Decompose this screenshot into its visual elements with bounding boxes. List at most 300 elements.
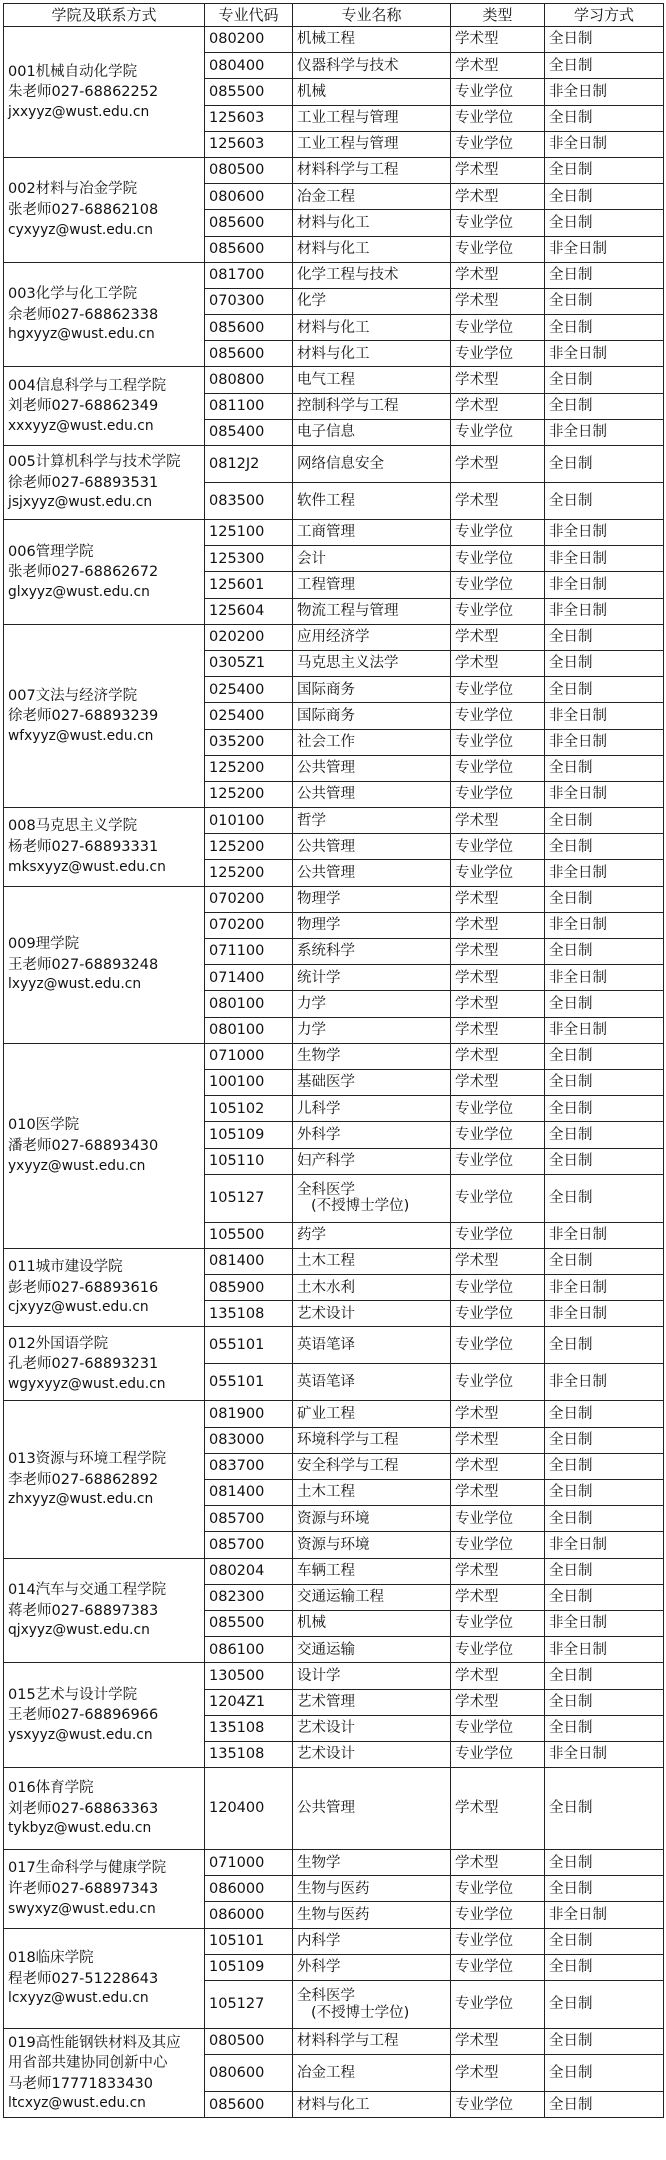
program-name: 英语笔译 bbox=[293, 1327, 451, 1364]
program-code: 080400 bbox=[205, 53, 293, 79]
college-cell bbox=[4, 520, 205, 625]
program-type: 专业学位 bbox=[451, 703, 545, 729]
study-mode: 全日制 bbox=[545, 755, 664, 781]
program-name: 儿科学 bbox=[293, 1096, 451, 1122]
college-contact: 余老师027-68862338 bbox=[8, 306, 159, 323]
college-cell bbox=[4, 1850, 205, 1929]
program-name: 公共管理 bbox=[293, 860, 451, 886]
program-name: 工业工程与管理 bbox=[293, 131, 451, 157]
study-mode: 全日制 bbox=[545, 939, 664, 965]
study-mode: 全日制 bbox=[545, 834, 664, 860]
table-row bbox=[4, 1327, 664, 1364]
program-name: 力学 bbox=[293, 1017, 451, 1043]
table-row bbox=[4, 808, 664, 834]
program-code: 125604 bbox=[205, 598, 293, 624]
program-table bbox=[3, 3, 663, 2118]
study-mode: 全日制 bbox=[545, 367, 664, 393]
program-name: 土木工程 bbox=[293, 1480, 451, 1506]
program-type: 专业学位 bbox=[451, 860, 545, 886]
program-type: 专业学位 bbox=[451, 1148, 545, 1174]
college-contact: 用省部共建协同创新中心 bbox=[8, 2055, 168, 2072]
college-cell bbox=[4, 1327, 205, 1401]
program-code: 020200 bbox=[205, 624, 293, 650]
program-type: 专业学位 bbox=[451, 1096, 545, 1122]
program-name: 机械工程 bbox=[293, 27, 451, 53]
program-name: 资源与环境 bbox=[293, 1532, 451, 1558]
program-type: 专业学位 bbox=[451, 1902, 545, 1928]
college-email: jxxyyz@wust.edu.cn bbox=[8, 103, 150, 120]
study-mode: 非全日制 bbox=[545, 860, 664, 886]
program-code: 100100 bbox=[205, 1069, 293, 1095]
program-code: 0305Z1 bbox=[205, 650, 293, 676]
college-cell bbox=[4, 1043, 205, 1248]
study-mode: 全日制 bbox=[545, 1480, 664, 1506]
program-name-note: (不授博士学位) bbox=[311, 1198, 410, 1215]
study-mode: 全日制 bbox=[545, 27, 664, 53]
program-code: 105500 bbox=[205, 1222, 293, 1248]
college-name: 012外国语学院 bbox=[8, 1335, 109, 1352]
program-type: 学术型 bbox=[451, 483, 545, 520]
college-email: zhxyyz@wust.edu.cn bbox=[8, 1491, 154, 1508]
program-name: 外科学 bbox=[293, 1954, 451, 1980]
program-name-main: 全科医学 bbox=[297, 1988, 355, 2005]
program-code: 105109 bbox=[205, 1954, 293, 1980]
study-mode: 全日制 bbox=[545, 1427, 664, 1453]
program-type: 专业学位 bbox=[451, 1301, 545, 1327]
program-name: 统计学 bbox=[293, 965, 451, 991]
program-code: 080600 bbox=[205, 2055, 293, 2092]
program-code: 082300 bbox=[205, 1584, 293, 1610]
study-mode: 全日制 bbox=[545, 991, 664, 1017]
college-email: lxyyz@wust.edu.cn bbox=[8, 976, 142, 993]
college-cell bbox=[4, 1768, 205, 1850]
program-name: 工程管理 bbox=[293, 572, 451, 598]
college-name: 001机械自动化学院 bbox=[8, 63, 138, 80]
program-name: 艺术管理 bbox=[293, 1689, 451, 1715]
program-type: 专业学位 bbox=[451, 520, 545, 546]
college-contact: 蒋老师027-68897383 bbox=[8, 1602, 159, 1619]
program-type: 专业学位 bbox=[451, 572, 545, 598]
study-mode: 非全日制 bbox=[545, 1532, 664, 1558]
study-mode: 全日制 bbox=[545, 1584, 664, 1610]
program-code: 071400 bbox=[205, 965, 293, 991]
program-name: 环境科学与工程 bbox=[293, 1427, 451, 1453]
program-type: 学术型 bbox=[451, 53, 545, 79]
study-mode: 全日制 bbox=[545, 1850, 664, 1876]
college-email: jsjxyyz@wust.edu.cn bbox=[8, 494, 153, 511]
program-code: 135108 bbox=[205, 1301, 293, 1327]
table-row bbox=[4, 1768, 664, 1850]
program-type: 学术型 bbox=[451, 1584, 545, 1610]
program-code: 125300 bbox=[205, 546, 293, 572]
program-type: 专业学位 bbox=[451, 210, 545, 236]
study-mode: 全日制 bbox=[545, 184, 664, 210]
program-code: 125603 bbox=[205, 131, 293, 157]
college-name: 007文法与经济学院 bbox=[8, 687, 138, 704]
program-type: 专业学位 bbox=[451, 1741, 545, 1767]
program-name: 电子信息 bbox=[293, 419, 451, 445]
college-name: 004信息科学与工程学院 bbox=[8, 377, 167, 394]
program-type: 学术型 bbox=[451, 808, 545, 834]
program-name: 材料与化工 bbox=[293, 2092, 451, 2118]
program-name bbox=[293, 1174, 451, 1222]
program-type: 专业学位 bbox=[451, 1222, 545, 1248]
program-name: 药学 bbox=[293, 1222, 451, 1248]
college-cell bbox=[4, 1928, 205, 2028]
table-row bbox=[4, 27, 664, 53]
college-name: 015艺术与设计学院 bbox=[8, 1686, 138, 1703]
study-mode: 全日制 bbox=[545, 288, 664, 314]
college-name: 013资源与环境工程学院 bbox=[8, 1451, 167, 1468]
program-name: 土木水利 bbox=[293, 1275, 451, 1301]
program-type: 学术型 bbox=[451, 624, 545, 650]
college-email: cyxyyz@wust.edu.cn bbox=[8, 221, 154, 238]
program-type: 专业学位 bbox=[451, 1174, 545, 1222]
college-cell bbox=[4, 446, 205, 520]
program-type: 专业学位 bbox=[451, 1532, 545, 1558]
program-type: 专业学位 bbox=[451, 755, 545, 781]
college-name: 014汽车与交通工程学院 bbox=[8, 1582, 167, 1599]
program-code: 085500 bbox=[205, 1610, 293, 1636]
college-cell bbox=[4, 624, 205, 807]
program-code: 086100 bbox=[205, 1637, 293, 1663]
college-cell bbox=[4, 1248, 205, 1327]
program-name: 工商管理 bbox=[293, 520, 451, 546]
program-code: 080500 bbox=[205, 2029, 293, 2055]
college-contact: 徐老师027-68893239 bbox=[8, 708, 159, 725]
program-name: 艺术设计 bbox=[293, 1301, 451, 1327]
program-code: 081900 bbox=[205, 1401, 293, 1427]
program-type: 学术型 bbox=[451, 1850, 545, 1876]
program-code: 1204Z1 bbox=[205, 1689, 293, 1715]
program-type: 学术型 bbox=[451, 991, 545, 1017]
program-type: 专业学位 bbox=[451, 1364, 545, 1401]
table-row bbox=[4, 1248, 664, 1274]
program-name: 公共管理 bbox=[293, 834, 451, 860]
program-type: 专业学位 bbox=[451, 1954, 545, 1980]
program-code: 105127 bbox=[205, 1174, 293, 1222]
study-mode: 全日制 bbox=[545, 1453, 664, 1479]
program-name: 材料与化工 bbox=[293, 341, 451, 367]
program-code: 125200 bbox=[205, 755, 293, 781]
study-mode: 全日制 bbox=[545, 1096, 664, 1122]
program-type: 学术型 bbox=[451, 2055, 545, 2092]
college-name: 009理学院 bbox=[8, 936, 80, 953]
study-mode: 非全日制 bbox=[545, 419, 664, 445]
program-name-note: (不授博士学位) bbox=[311, 2004, 410, 2021]
study-mode: 全日制 bbox=[545, 1558, 664, 1584]
program-type: 专业学位 bbox=[451, 131, 545, 157]
study-mode: 非全日制 bbox=[545, 965, 664, 991]
program-name: 内科学 bbox=[293, 1928, 451, 1954]
study-mode: 全日制 bbox=[545, 1506, 664, 1532]
program-type: 学术型 bbox=[451, 912, 545, 938]
program-code: 105109 bbox=[205, 1122, 293, 1148]
study-mode: 全日制 bbox=[545, 1069, 664, 1095]
program-type: 专业学位 bbox=[451, 419, 545, 445]
program-code: 070300 bbox=[205, 288, 293, 314]
college-name: 016体育学院 bbox=[8, 1780, 94, 1797]
program-type: 学术型 bbox=[451, 1480, 545, 1506]
study-mode: 非全日制 bbox=[545, 520, 664, 546]
study-mode: 非全日制 bbox=[545, 572, 664, 598]
college-contact: 孔老师027-68893231 bbox=[8, 1356, 159, 1373]
table-row bbox=[4, 262, 664, 288]
college-email: cjxyyz@wust.edu.cn bbox=[8, 1299, 149, 1316]
college-contact: 王老师027-68893248 bbox=[8, 956, 159, 973]
college-cell bbox=[4, 2029, 205, 2118]
program-name: 公共管理 bbox=[293, 781, 451, 807]
program-type: 学术型 bbox=[451, 367, 545, 393]
college-cell bbox=[4, 262, 205, 367]
study-mode: 全日制 bbox=[545, 1768, 664, 1850]
program-name: 控制科学与工程 bbox=[293, 393, 451, 419]
program-type: 学术型 bbox=[451, 1069, 545, 1095]
program-name: 艺术设计 bbox=[293, 1741, 451, 1767]
study-mode: 非全日制 bbox=[545, 729, 664, 755]
program-type: 专业学位 bbox=[451, 1122, 545, 1148]
program-code: 085600 bbox=[205, 2092, 293, 2118]
study-mode: 全日制 bbox=[545, 2092, 664, 2118]
program-code: 080100 bbox=[205, 1017, 293, 1043]
college-contact: 彭老师027-68893616 bbox=[8, 1279, 159, 1296]
program-name: 安全科学与工程 bbox=[293, 1453, 451, 1479]
study-mode: 非全日制 bbox=[545, 912, 664, 938]
header-row bbox=[4, 4, 664, 27]
program-code: 080204 bbox=[205, 1558, 293, 1584]
program-name: 生物与医药 bbox=[293, 1876, 451, 1902]
college-cell bbox=[4, 367, 205, 446]
program-code: 081700 bbox=[205, 262, 293, 288]
program-code: 125200 bbox=[205, 834, 293, 860]
table-row bbox=[4, 1558, 664, 1584]
program-type: 专业学位 bbox=[451, 1876, 545, 1902]
program-code: 085700 bbox=[205, 1506, 293, 1532]
program-name: 冶金工程 bbox=[293, 2055, 451, 2092]
program-type: 专业学位 bbox=[451, 781, 545, 807]
program-type: 专业学位 bbox=[451, 1715, 545, 1741]
college-email: swyxyz@wust.edu.cn bbox=[8, 1900, 156, 1917]
college-contact: 刘老师027-68863363 bbox=[8, 1800, 159, 1817]
program-code: 125100 bbox=[205, 520, 293, 546]
program-code: 071000 bbox=[205, 1850, 293, 1876]
program-name: 系统科学 bbox=[293, 939, 451, 965]
program-code: 105101 bbox=[205, 1928, 293, 1954]
program-type: 专业学位 bbox=[451, 677, 545, 703]
program-name: 交通运输 bbox=[293, 1637, 451, 1663]
program-type: 学术型 bbox=[451, 650, 545, 676]
college-cell bbox=[4, 157, 205, 262]
program-code: 071000 bbox=[205, 1043, 293, 1069]
program-name: 生物学 bbox=[293, 1043, 451, 1069]
college-email: ysxyyz@wust.edu.cn bbox=[8, 1726, 153, 1743]
study-mode: 非全日制 bbox=[545, 1610, 664, 1636]
table-row bbox=[4, 1663, 664, 1689]
college-email: mksxyyz@wust.edu.cn bbox=[8, 858, 166, 875]
program-code: 135108 bbox=[205, 1715, 293, 1741]
program-name: 设计学 bbox=[293, 1663, 451, 1689]
program-name: 网络信息安全 bbox=[293, 446, 451, 483]
table-row bbox=[4, 1928, 664, 1954]
study-mode: 全日制 bbox=[545, 1981, 664, 2029]
table-row bbox=[4, 1043, 664, 1069]
table-row bbox=[4, 886, 664, 912]
program-code: 125603 bbox=[205, 105, 293, 131]
program-name: 软件工程 bbox=[293, 483, 451, 520]
program-code: 085500 bbox=[205, 79, 293, 105]
program-type: 学术型 bbox=[451, 157, 545, 183]
table-row bbox=[4, 157, 664, 183]
program-code: 025400 bbox=[205, 703, 293, 729]
program-name bbox=[293, 1981, 451, 2029]
college-contact: 潘老师027-68893430 bbox=[8, 1138, 159, 1155]
college-name: 006管理学院 bbox=[8, 543, 94, 560]
study-mode: 非全日制 bbox=[545, 781, 664, 807]
header-code: 专业代码 bbox=[205, 4, 293, 27]
table-row bbox=[4, 1401, 664, 1427]
college-name: 008马克思主义学院 bbox=[8, 818, 138, 835]
program-type: 学术型 bbox=[451, 1663, 545, 1689]
program-name: 交通运输工程 bbox=[293, 1584, 451, 1610]
program-code: 081100 bbox=[205, 393, 293, 419]
table-row bbox=[4, 520, 664, 546]
program-code: 086000 bbox=[205, 1902, 293, 1928]
program-type: 学术型 bbox=[451, 939, 545, 965]
program-code: 081400 bbox=[205, 1480, 293, 1506]
study-mode: 非全日制 bbox=[545, 1222, 664, 1248]
college-contact: 张老师027-68862672 bbox=[8, 564, 159, 581]
study-mode: 非全日制 bbox=[545, 1301, 664, 1327]
college-name: 010医学院 bbox=[8, 1117, 80, 1134]
study-mode: 非全日制 bbox=[545, 1637, 664, 1663]
study-mode: 非全日制 bbox=[545, 1017, 664, 1043]
college-name: 019高性能钢铁材料及其应 bbox=[8, 2034, 181, 2051]
study-mode: 全日制 bbox=[545, 2029, 664, 2055]
program-code: 083700 bbox=[205, 1453, 293, 1479]
program-code: 080800 bbox=[205, 367, 293, 393]
program-type: 学术型 bbox=[451, 965, 545, 991]
program-name: 化学 bbox=[293, 288, 451, 314]
program-code: 071100 bbox=[205, 939, 293, 965]
study-mode: 全日制 bbox=[545, 262, 664, 288]
program-code: 085600 bbox=[205, 236, 293, 262]
study-mode: 非全日制 bbox=[545, 1902, 664, 1928]
college-email: glxyyz@wust.edu.cn bbox=[8, 583, 150, 600]
college-contact: 徐老师027-68893531 bbox=[8, 474, 159, 491]
study-mode: 全日制 bbox=[545, 1401, 664, 1427]
header-type: 类型 bbox=[451, 4, 545, 27]
program-code: 080500 bbox=[205, 157, 293, 183]
study-mode: 非全日制 bbox=[545, 131, 664, 157]
program-type: 学术型 bbox=[451, 1401, 545, 1427]
program-code: 085700 bbox=[205, 1532, 293, 1558]
college-contact: 朱老师027-68862252 bbox=[8, 84, 159, 101]
study-mode: 全日制 bbox=[545, 1689, 664, 1715]
program-name: 仪器科学与技术 bbox=[293, 53, 451, 79]
program-name: 国际商务 bbox=[293, 677, 451, 703]
program-code: 070200 bbox=[205, 886, 293, 912]
program-type: 学术型 bbox=[451, 886, 545, 912]
table-row bbox=[4, 2029, 664, 2055]
study-mode: 全日制 bbox=[545, 886, 664, 912]
program-type: 学术型 bbox=[451, 1248, 545, 1274]
study-mode: 非全日制 bbox=[545, 598, 664, 624]
program-code: 125200 bbox=[205, 781, 293, 807]
header-name: 专业名称 bbox=[293, 4, 451, 27]
college-cell bbox=[4, 1558, 205, 1663]
program-type: 学术型 bbox=[451, 1017, 545, 1043]
college-cell bbox=[4, 1663, 205, 1768]
program-type: 专业学位 bbox=[451, 546, 545, 572]
program-type: 专业学位 bbox=[451, 1327, 545, 1364]
program-type: 学术型 bbox=[451, 1689, 545, 1715]
program-name: 电气工程 bbox=[293, 367, 451, 393]
table-row bbox=[4, 367, 664, 393]
program-name: 资源与环境 bbox=[293, 1506, 451, 1532]
program-type: 专业学位 bbox=[451, 315, 545, 341]
college-email: xxxyyz@wust.edu.cn bbox=[8, 418, 154, 434]
program-code: 080600 bbox=[205, 184, 293, 210]
program-name: 公共管理 bbox=[293, 755, 451, 781]
program-name: 机械 bbox=[293, 1610, 451, 1636]
program-type: 学术型 bbox=[451, 393, 545, 419]
program-type: 学术型 bbox=[451, 1768, 545, 1850]
program-name: 物流工程与管理 bbox=[293, 598, 451, 624]
program-type: 学术型 bbox=[451, 1558, 545, 1584]
table-body bbox=[4, 27, 664, 2118]
program-name: 英语笔译 bbox=[293, 1364, 451, 1401]
program-name: 材料科学与工程 bbox=[293, 2029, 451, 2055]
college-name: 002材料与冶金学院 bbox=[8, 181, 138, 198]
study-mode: 全日制 bbox=[545, 1327, 664, 1364]
program-name-main: 全科医学 bbox=[297, 1181, 355, 1198]
program-name: 材料与化工 bbox=[293, 236, 451, 262]
table-row bbox=[4, 446, 664, 483]
study-mode: 全日制 bbox=[545, 1174, 664, 1222]
study-mode: 非全日制 bbox=[545, 703, 664, 729]
program-name: 工业工程与管理 bbox=[293, 105, 451, 131]
program-type: 学术型 bbox=[451, 1043, 545, 1069]
college-contact: 王老师027-68896966 bbox=[8, 1707, 159, 1724]
program-name: 材料与化工 bbox=[293, 315, 451, 341]
program-name: 力学 bbox=[293, 991, 451, 1017]
program-code: 105102 bbox=[205, 1096, 293, 1122]
college-email: lcxyyz@wust.edu.cn bbox=[8, 1990, 149, 2007]
study-mode: 非全日制 bbox=[545, 236, 664, 262]
program-type: 学术型 bbox=[451, 1427, 545, 1453]
program-type: 专业学位 bbox=[451, 79, 545, 105]
program-name: 土木工程 bbox=[293, 1248, 451, 1274]
program-type: 专业学位 bbox=[451, 105, 545, 131]
college-email: wfxyyz@wust.edu.cn bbox=[8, 727, 154, 744]
study-mode: 全日制 bbox=[545, 105, 664, 131]
study-mode: 全日制 bbox=[545, 446, 664, 483]
table-row bbox=[4, 1850, 664, 1876]
program-name: 应用经济学 bbox=[293, 624, 451, 650]
program-code: 085900 bbox=[205, 1275, 293, 1301]
program-name: 国际商务 bbox=[293, 703, 451, 729]
study-mode: 全日制 bbox=[545, 1122, 664, 1148]
table-row bbox=[4, 624, 664, 650]
college-name: 018临床学院 bbox=[8, 1949, 94, 1966]
college-email: tykbyz@wust.edu.cn bbox=[8, 1820, 152, 1837]
program-code: 080100 bbox=[205, 991, 293, 1017]
college-email: hgxyyz@wust.edu.cn bbox=[8, 326, 155, 343]
study-mode: 非全日制 bbox=[545, 1275, 664, 1301]
program-type: 专业学位 bbox=[451, 1275, 545, 1301]
study-mode: 全日制 bbox=[545, 650, 664, 676]
header-college: 学院及联系方式 bbox=[4, 4, 205, 27]
